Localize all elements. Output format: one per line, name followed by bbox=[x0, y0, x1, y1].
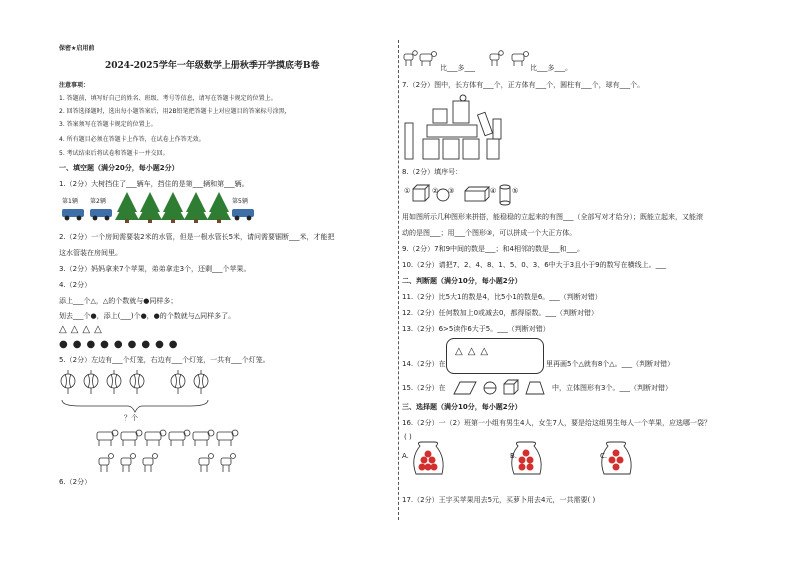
cow-goat-illustration bbox=[95, 428, 245, 480]
block-structure bbox=[403, 95, 513, 163]
secret-mark: 保密★启用前 bbox=[59, 45, 95, 52]
tree-icon bbox=[138, 192, 162, 223]
tree-icon bbox=[115, 192, 139, 223]
triangles-in-box: △△△ bbox=[455, 346, 494, 357]
note-4: 4. 所有题目必须在答题卡上作答，在试卷上作答无效。 bbox=[59, 136, 205, 143]
cow-icon bbox=[145, 430, 166, 446]
question-16-answer-paren: ( ) bbox=[404, 433, 412, 441]
question-15-suffix: 中，立体图形有3个。___（判断对错） bbox=[552, 384, 672, 392]
q8-label-5: ⑤ bbox=[512, 187, 519, 195]
note-5: 5. 考试结束后将试卷和答题卡一并交回。 bbox=[59, 150, 169, 157]
question-4-part-b: 划去___个●，添上(___)个●，●的个数就与△同样多了。 bbox=[59, 312, 236, 320]
car-icon bbox=[90, 209, 112, 220]
note-1: 1. 答题前，填写好自己的姓名、班级、考号等信息，请写在答题卡规定的位置上。 bbox=[59, 95, 277, 102]
goat-icon bbox=[221, 454, 236, 473]
triangle-box bbox=[446, 338, 544, 374]
cube-shape bbox=[413, 185, 429, 201]
sphere-block bbox=[460, 95, 466, 101]
column-divider bbox=[398, 40, 399, 520]
goat-icon bbox=[121, 454, 136, 473]
question-16: 16.（2分）一（2）班第一小组有男生4人，女生7人，要是给这组男生每人一个苹果，应选哪一袋？ bbox=[402, 419, 711, 427]
question-6-tail-b: 比___多___。 bbox=[530, 64, 572, 72]
car-label-1: 第1辆 bbox=[62, 198, 78, 205]
question-4-part-a: 添上___个△，△的个数就与●同样多； bbox=[59, 297, 178, 305]
lantern-icon bbox=[171, 370, 185, 394]
note-2: 2. 回答选择题时，选出每小题答案后，用2B铅笔把答题卡上对应题目的答案标号涂黑， bbox=[59, 108, 291, 115]
cube-shape bbox=[504, 380, 518, 394]
cow-icon bbox=[97, 430, 118, 446]
cylinder-shape bbox=[500, 185, 510, 205]
cow-icon bbox=[193, 430, 214, 446]
cow-icon bbox=[420, 52, 437, 67]
lantern-icon bbox=[107, 370, 121, 394]
q15-shapes bbox=[450, 378, 550, 396]
question-1: 1.（2分）大树挡住了___辆车，挡住的是第___辆和第___辆。 bbox=[59, 180, 249, 188]
question-3: 3.（2分）妈妈拿来7个苹果，弟弟拿走3个，还剩___个苹果。 bbox=[59, 265, 251, 273]
notes-title: 注意事项： bbox=[59, 82, 90, 89]
brace bbox=[62, 400, 208, 412]
trapezoid-shape bbox=[526, 382, 544, 394]
question-12: 12.（2分）任何数加上0或减去0，都得原数。___（判断对错） bbox=[402, 309, 598, 317]
option-c-label: C. bbox=[600, 452, 608, 460]
question-6-tail-a: 比___多___ bbox=[440, 64, 475, 72]
q8-label-1: ① bbox=[404, 187, 411, 195]
option-a-label: A. bbox=[402, 452, 409, 460]
cow-icon bbox=[512, 52, 529, 67]
question-8-line-1: 用如图所示几种图形来拼搭，能稳稳的立起来的有图___（全部写对才给分）；既能立起来，又能滚 bbox=[402, 213, 703, 221]
question-14-prefix: 14.（2分）在 bbox=[402, 360, 446, 368]
cube-block bbox=[443, 139, 459, 159]
question-4: 4.（2分） bbox=[59, 281, 92, 289]
cuboid-shape bbox=[465, 187, 489, 201]
cow-icon bbox=[121, 430, 142, 446]
q8-label-4: ④ bbox=[490, 187, 497, 195]
goat-icon bbox=[143, 454, 158, 473]
question-8: 8.（2分）填序号： bbox=[402, 168, 463, 176]
lantern-icon bbox=[61, 370, 75, 394]
goat-icon bbox=[404, 51, 417, 66]
cuboid-block bbox=[453, 101, 469, 123]
question-11: 11.（2分）比5大1的数是4，比5小1的数是6。___（判断对错） bbox=[402, 293, 602, 301]
question-5: 5.（2分）左边有___个灯笼，右边有___个灯笼，一共有___个灯笼。 bbox=[59, 356, 270, 364]
tree-icon bbox=[161, 192, 185, 223]
dot-row: ●●●●●●●●● bbox=[59, 339, 183, 350]
parallelogram-shape bbox=[454, 382, 476, 394]
question-2-line-1: 2.（2分）一个房间需要装2米的水管，但是一根水管长5米，请问需要锯断___米，才能把 bbox=[59, 233, 335, 241]
question-7: 7.（2分）图中，长方体有___个，正方体有___个，圆柱有___个，球有___个。 bbox=[402, 81, 645, 89]
q8-shapes bbox=[405, 183, 515, 207]
cube-block bbox=[423, 139, 439, 159]
cylinder-block bbox=[493, 119, 501, 139]
triangle-row: △△△△ bbox=[59, 324, 106, 335]
lantern-icon bbox=[84, 370, 98, 394]
question-17: 17.（2分）王宇买苹果用去5元，买萝卜用去4元，一共需要( ) bbox=[402, 496, 596, 504]
apple-bag-c[interactable] bbox=[602, 442, 631, 474]
apple-bags bbox=[412, 440, 652, 480]
exam-title: 2024-2025学年一年级数学上册秋季开学摸底考B卷 bbox=[105, 61, 320, 71]
option-b-label: B. bbox=[510, 452, 518, 460]
cow-icon bbox=[169, 430, 190, 446]
cuboid-block bbox=[427, 125, 477, 137]
car-label-2: 第2辆 bbox=[90, 198, 106, 205]
goat-icon bbox=[99, 454, 114, 473]
note-3: 3. 答案须写在答题卡规定的位置上。 bbox=[59, 121, 157, 128]
tree-icons bbox=[115, 190, 233, 224]
question-9: 9.（2分）7和9中间的数是___；和4相邻的数是___和___。 bbox=[402, 245, 584, 253]
cylinder-block bbox=[477, 112, 492, 135]
question-15-prefix: 15.（2分）在 bbox=[402, 384, 446, 392]
goat-icon bbox=[199, 454, 214, 473]
car-icon bbox=[62, 209, 84, 220]
tree-icon bbox=[207, 192, 231, 223]
cuboid-block bbox=[487, 139, 499, 159]
question-8-line-2: 动的是图___；用___个图形③，可以拼成一个大正方体。 bbox=[402, 229, 577, 237]
tree-icon bbox=[184, 192, 208, 223]
question-10: 10.（2分）请把7、2、4、8、1、5、0、3、6中大于3且小于9的数写在横线上。___ bbox=[402, 261, 667, 269]
lantern-icon bbox=[130, 370, 144, 394]
cylinder-shape bbox=[484, 382, 496, 394]
q8-label-3: ③ bbox=[448, 187, 455, 195]
lantern-icon bbox=[194, 370, 208, 394]
section-multiple-choice-heading: 三、选择题（满分10分，每小题2分） bbox=[402, 403, 522, 411]
car-icon bbox=[232, 209, 254, 220]
question-14-suffix: 里再画5个△就有8个△。___（判断对错） bbox=[546, 360, 675, 368]
question-2-line-2: 这水管装在房间里。 bbox=[59, 249, 122, 257]
apple-bag-a[interactable] bbox=[414, 442, 443, 474]
q8-label-2: ② bbox=[432, 187, 439, 195]
apple-bag-b[interactable] bbox=[512, 442, 541, 474]
section-true-false-heading: 二、判断题（满分10分，每小题2分） bbox=[402, 277, 522, 285]
section-fill-blank-heading: 一、填空题（满分20分，每小题2分） bbox=[59, 164, 179, 172]
cube-block bbox=[463, 139, 479, 159]
cow-icon bbox=[217, 430, 238, 446]
goat-icon bbox=[490, 51, 503, 66]
question-13: 13.（2分）6>5读作6大于5。___（判断对错） bbox=[402, 325, 550, 333]
question-6: 6.（2分） bbox=[59, 478, 92, 486]
brace-label: ？个 bbox=[124, 414, 138, 422]
cube-block bbox=[433, 109, 447, 123]
car-label-5: 第5辆 bbox=[232, 198, 248, 205]
cylinder-block bbox=[405, 123, 413, 159]
